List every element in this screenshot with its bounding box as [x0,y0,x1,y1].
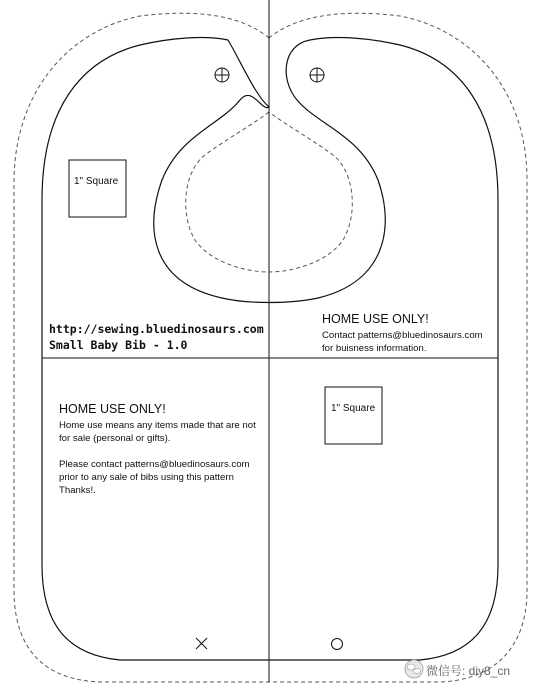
note-line-5: Thanks!. [59,485,96,496]
square-label-top: 1" Square [74,176,119,187]
pattern-title: Small Baby Bib - 1.0 [49,338,188,352]
crosshair-mark-right [310,68,324,82]
wechat-icon [405,660,423,678]
note-line-1: Home use means any items made that are not [59,420,256,431]
contact-line-1: Contact patterns@bluedinosaurs.com [322,330,483,341]
one-inch-square-top [69,160,126,217]
crosshair-mark-left [215,68,229,82]
note-line-4: prior to any sale of bibs using this pattern [59,472,234,483]
note-line-2: for sale (personal or gifts). [59,433,171,444]
home-use-heading-left: HOME USE ONLY! [59,402,166,416]
x-mark [196,638,207,649]
home-use-note [59,419,256,497]
circle-mark [332,639,343,650]
home-use-heading-right: HOME USE ONLY! [322,312,429,326]
note-spacer [59,445,256,458]
website-url: http://sewing.bluedinosaurs.com [49,322,264,336]
square-label-bottom: 1" Square [331,403,376,414]
watermark-label: 微信号: diy8_cn [426,664,511,678]
contact-line-2: for buisness information. [322,343,427,354]
contact-text-right [322,329,483,355]
note-line-3: Please contact patterns@bluedinosaurs.com [59,459,250,470]
one-inch-square-bottom [325,387,382,444]
